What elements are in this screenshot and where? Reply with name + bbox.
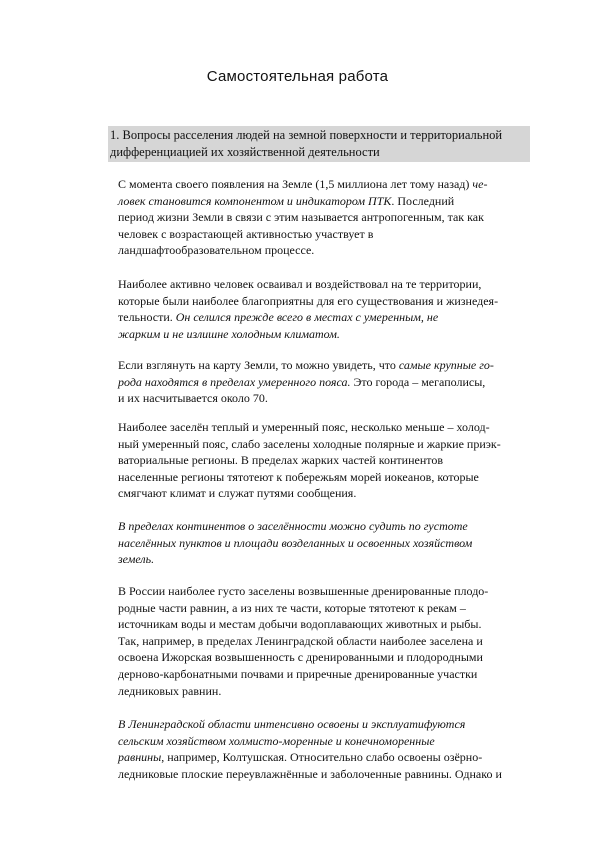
text-line xyxy=(118,293,540,310)
regular-text: родные части равнин, а из них те части, которые тятотеют к рекам – xyxy=(118,600,466,615)
page-title: Самостоятельная работа xyxy=(206,68,389,85)
paragraph-2 xyxy=(118,276,540,342)
text-line xyxy=(118,535,540,552)
text-line xyxy=(118,469,540,486)
text-line xyxy=(118,683,540,700)
regular-text: и их насчитывается около 70. xyxy=(118,391,268,406)
italic-text: самые крупные го- xyxy=(398,358,494,372)
regular-text: период жизни Земли в связи с этим называется антропогенным, так как xyxy=(118,210,484,225)
regular-text: , например, Колтушская. Относительно слабо освоены озёрно- xyxy=(161,750,483,765)
text-line xyxy=(118,390,540,407)
paragraph-1 xyxy=(118,176,540,259)
text-line xyxy=(118,176,540,193)
regular-text: С момента своего появления на Земле (1,5 миллиона лет тому назад) xyxy=(118,177,473,191)
paragraph-5 xyxy=(118,518,540,568)
regular-text: населенные регионы тятотеют к побережьям морей иокеанов, которые xyxy=(118,469,479,484)
text-line xyxy=(118,518,540,535)
text-line xyxy=(118,452,540,469)
paragraph-6 xyxy=(118,583,540,699)
regular-text: Так, например, в пределах Ленинградской области наиболее заселена и xyxy=(118,633,483,648)
text-line xyxy=(118,733,540,750)
text-line xyxy=(118,436,540,453)
text-line xyxy=(118,242,540,259)
regular-text: ландшафтообразовательном процессе. xyxy=(118,243,315,258)
paragraph-3 xyxy=(118,357,540,407)
italic-text: жарким и не излишне холодным климатом. xyxy=(118,326,340,341)
heading-line: дифференциацией их хозяйственной деятельности xyxy=(110,145,380,159)
text-line xyxy=(118,485,540,502)
regular-text: источникам воды и местам добычи водоплавающих животных и рыбы. xyxy=(118,617,482,632)
italic-text: сельским хозяйством холмисто-моренные и конечноморенные xyxy=(118,733,435,748)
regular-text: смягчают климат и служат путями сообщения. xyxy=(118,486,357,501)
text-line xyxy=(118,649,540,666)
regular-text: дерново-карбонатными почвами и приречные дренированные участки xyxy=(118,666,478,681)
italic-text: ловек становится компонентом и индикатором ПТК xyxy=(118,193,392,208)
paragraph-4 xyxy=(118,419,540,502)
italic-text: населённых пунктов и площади возделанных и освоенных хозяйством xyxy=(118,535,473,550)
text-line xyxy=(118,600,540,617)
regular-text: . Последний xyxy=(391,193,455,208)
italic-text: че- xyxy=(472,177,488,191)
text-line xyxy=(118,309,540,326)
italic-text: рода находятся в пределах умеренного пояса. xyxy=(118,374,351,389)
regular-text: человек с возрастающей активностью участвует в xyxy=(118,226,374,241)
regular-text: Наиболее заселён теплый и умеренный пояс, несколько меньше – холод- xyxy=(118,420,490,434)
regular-text: ваториальные регионы. В пределах жарких частей континентов xyxy=(118,453,444,468)
text-line xyxy=(118,419,540,436)
text-line xyxy=(118,749,540,766)
regular-text: ледниковых равнин. xyxy=(118,683,222,698)
heading-line: 1. Вопросы расселения людей на земной поверхности и территориальной xyxy=(110,128,503,142)
regular-text: освоена Ижорская возвышенность с дренированными и плодородными xyxy=(118,650,483,665)
text-line xyxy=(118,616,540,633)
regular-text: Это города – мегаполисы, xyxy=(350,374,486,389)
text-line xyxy=(118,766,540,783)
italic-text: земель. xyxy=(118,552,155,567)
text-line xyxy=(118,551,540,568)
text-line xyxy=(118,716,540,733)
regular-text: тельности. xyxy=(118,310,176,325)
regular-text: В России наиболее густо заселены возвышенные дренированные плодо- xyxy=(118,584,489,598)
paragraph-7 xyxy=(118,716,540,782)
text-line xyxy=(118,326,540,343)
text-line xyxy=(118,666,540,683)
text-line xyxy=(118,193,540,210)
regular-text: Наиболее активно человек осваивал и воздействовал на те территории, xyxy=(118,277,482,291)
italic-text: В Ленинградской области интенсивно освоены и эксплуатифуются xyxy=(118,717,466,731)
italic-text: Он селился прежде всего в местах с умеренным, не xyxy=(175,310,439,325)
text-line xyxy=(118,374,540,391)
text-line xyxy=(118,226,540,243)
text-line xyxy=(118,583,540,600)
text-line xyxy=(118,633,540,650)
text-line xyxy=(118,276,540,293)
regular-text: которые были наиболее благоприятны для его существования и жизнедея- xyxy=(118,293,499,308)
regular-text: ледниковые плоские переувлажнённые и заболоченные равнины. Однако и xyxy=(118,766,502,781)
italic-text: равнины xyxy=(118,750,162,765)
text-line xyxy=(118,357,540,374)
text-line xyxy=(118,209,540,226)
regular-text: ный умеренный пояс, слабо заселены холодные полярные и жаркие приэк- xyxy=(118,436,501,451)
regular-text: Если взглянуть на карту Земли, то можно увидеть, что xyxy=(118,358,399,372)
italic-text: В пределах континентов о заселённости можно судить по густоте xyxy=(118,519,468,533)
section-heading xyxy=(108,126,530,162)
